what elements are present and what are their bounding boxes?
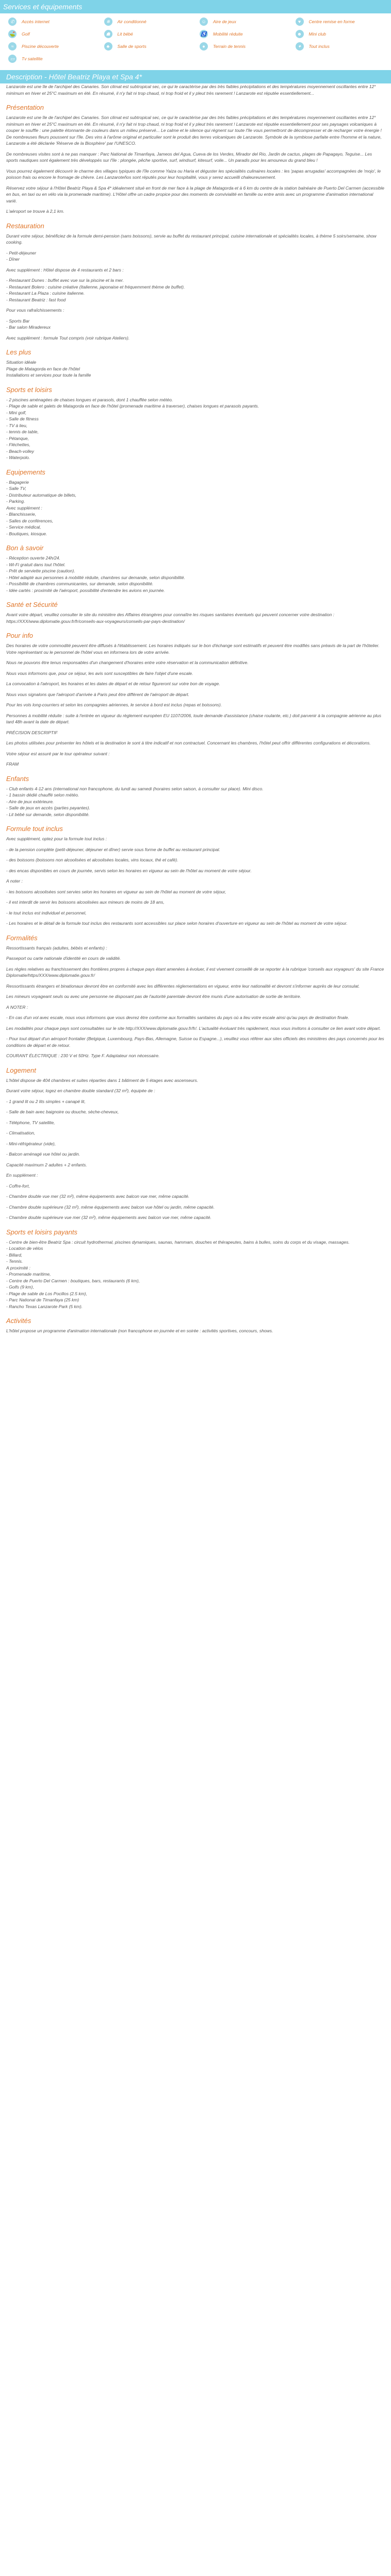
section-title-presentation: Présentation xyxy=(6,104,44,111)
logement-text: - Balcon aménagé vue hôtel ou jardin. xyxy=(6,1151,80,1157)
tout-text: - le tout inclus est individuel et personnel, xyxy=(6,910,87,916)
meal-list xyxy=(6,250,385,263)
bar-list xyxy=(6,318,385,331)
section-title-restauration: Restauration xyxy=(6,222,44,230)
list-item: - Bagagerie xyxy=(6,479,29,485)
formalites-text: - En cas d'un vol avec escale, nous vous informons que vous devrez être conforme aux formalités sanitaires du pays où a lieu votre escale ainsi qu'au pays de destination finale. xyxy=(6,1015,349,1020)
restaurant-list xyxy=(6,277,385,303)
bon-list xyxy=(6,555,385,594)
info-text: Pour les vols long-courriers et selon les compagnies aériennes, le service à bord est inclus (repas et boissons). xyxy=(6,702,222,707)
hotel-text: L'aéroport se trouve à 2,1 km. xyxy=(6,209,64,214)
amenity-label: Lit bébé xyxy=(117,31,133,37)
tout-text: A noter : xyxy=(6,878,23,884)
info-text: Votre séjour est assuré par le tour opérateur suivant : xyxy=(6,751,110,756)
restauration-text: Durant votre séjour, bénéficiez de la formule demi-pension (sans boissons), servie au buffet du restaurant principal, cuisine internationale et spécialités locales, à thème 5 soirs/semaine, show cooking. xyxy=(6,233,377,245)
list-item: - Plage de sable et galets de Matagorda en face de l'hôtel (promenade maritime à traverser), chaises longues et parasols payants. xyxy=(6,403,259,409)
logement-text: - Chambre double supérieure vue mer (32 m²), même équipements avec balcon vue mer, même capacité. xyxy=(6,1215,211,1220)
sports-list xyxy=(6,397,385,461)
info-text: Personnes à mobilité réduite : suite à l'entrée en vigueur du règlement européen EU 1107/2006, toute demande d'assistance (chaise roulante, etc.) doit parvenir à la compagnie aérienne au plus tard 48h avant la date de départ. xyxy=(6,713,381,724)
restauration-text: Avec supplément : formule Tout compris (voir rubrique Ateliers). xyxy=(6,335,130,341)
bike-icon: ♥ xyxy=(296,18,304,26)
section-title-activites: Activités xyxy=(6,1317,31,1325)
list-item: - Sports Bar xyxy=(6,318,30,324)
section-title-plus: Les plus xyxy=(6,348,31,356)
list-item: - Club enfants 4-12 ans (international non francophone, du lundi au samedi (horaires selon saison, à consulter sur place). Mini disco. xyxy=(6,786,264,791)
formalites-text: Les mineurs voyageant seuls ou avec une personne ne disposant pas de l'autorité parentale devront être munis d'une autorisation de sortie de territoire. xyxy=(6,994,301,999)
amenity-item xyxy=(196,42,291,50)
description-banner: Description - Hôtel Beatriz Playa et Spa 4* xyxy=(0,70,391,83)
list-item: - Petit-déjeuner xyxy=(6,250,37,256)
list-item: - Possibilité de chambres communicantes, sur demande, selon disponibilité. xyxy=(6,581,154,586)
presentation-text: De nombreuses visites sont à ne pas manquer : Parc National de Timanfaya, Jameos del Agua, Cueva de los Verdes, Mirador del Rio, Jardin de cactus, plages de Papagayo, Teguise... Les sports nautiques sont également très développés sur l'île : plongée, pêche sportive, surf, windsurf, kitesurf, voile... Un paradis pour les amoureux du grand bleu ! xyxy=(6,151,372,163)
golf-icon: ⛳ xyxy=(8,30,17,38)
logement-text: - Chambre double supérieure (32 m²), même équipements avec balcon vue hôtel ou jardin, même capacité. xyxy=(6,1204,215,1210)
amenity-label: Mobilité réduite xyxy=(213,31,243,37)
list-item: - Réception ouverte 24h/24. xyxy=(6,555,60,561)
list-item: - Restaurant Bolero : cuisine créative (Italienne, japonaise et fréquemment thème de buffet). xyxy=(6,284,185,290)
formalites-text: Ressortissants étrangers et binationaux devront être en conformité avec les différentes réglementations en vigueur, entre leur nationalité et devront s'informer auprès de leur consulat. xyxy=(6,983,360,989)
formalites-text: - Pour tout départ d'un aéroport frontalier (Belgique, Luxembourg, Pays-Bas, Allemagne, Suisse ou Espagne...), veuillez vous référer aux sites officiels des ministères des pays concernés pour les conditions de départ et de retour. xyxy=(6,1036,384,1048)
amenity-item xyxy=(100,18,196,26)
amenity-item xyxy=(291,30,387,38)
amenity-item xyxy=(196,18,291,26)
logement-text: - Coffre-fort, xyxy=(6,1183,30,1189)
tout-text: - des encas disponibles en cours de journée, servis selon les horaires en vigueur au sein de l'hôtel au moment de votre séjour. xyxy=(6,868,252,873)
list-item: - Service médical, xyxy=(6,524,41,530)
list-item: - Parking. xyxy=(6,499,25,504)
amenity-label: Aire de jeux xyxy=(213,19,236,24)
list-item: Situation idéale xyxy=(6,360,37,365)
section-title-equipements: Equipements xyxy=(6,468,45,476)
list-item: - Restaurant Beatriz : fast food xyxy=(6,297,66,302)
amenity-label: Air conditionné xyxy=(117,19,146,24)
list-item: - Hôtel adapté aux personnes à mobilité réduite, chambres sur demande, selon disponibilité. xyxy=(6,574,185,580)
amenity-label: Accès internet xyxy=(22,19,50,24)
list-item: - Dîner xyxy=(6,257,20,262)
list-item: - Location de vélos xyxy=(6,1246,43,1251)
list-item: - 1 bassin dédié chauffé selon météo. xyxy=(6,792,79,798)
logement-text: - 1 grand lit ou 2 lits simples + canapé lit, xyxy=(6,1098,86,1104)
list-item: - Fléchettes, xyxy=(6,442,30,447)
info-text: Nous ne pouvons être tenus responsables d'un changement d'horaires entre votre réservation et la communication définitive. xyxy=(6,660,249,665)
air-conditioning-icon: ❄ xyxy=(104,18,112,26)
amenity-label: Mini club xyxy=(308,31,327,37)
info-text: Nous vous signalons que l'aéroport d'arrivée à Paris peut être différent de l'aéroport de départ. xyxy=(6,691,189,697)
logement-text: - Climatisation, xyxy=(6,1130,36,1136)
section-title-sports-payants: Sports et loisirs payants xyxy=(6,1228,78,1236)
playground-icon: ☺ xyxy=(200,18,208,26)
amenity-item xyxy=(196,30,291,38)
list-item: - Billard, xyxy=(6,1252,23,1258)
list-item: - Lit bébé sur demande, selon disponibilité. xyxy=(6,811,90,817)
list-item: - Salle de jeux en accès (parties payantes). xyxy=(6,805,91,810)
amenity-item xyxy=(291,18,387,26)
amenity-item xyxy=(4,55,100,63)
amenity-label: Centre remise en forme xyxy=(308,19,355,24)
list-item: - Plage de sable de Los Pocillos (2.5 km), xyxy=(6,1291,87,1296)
list-item: - Salle TV, xyxy=(6,486,27,491)
info-text: La convocation à l'aéroport, les horaires et les dates de départ et de retour figureront sur votre bon de voyage. xyxy=(6,681,220,686)
tout-text: - des boissons (boissons non alcoolisées et alcoolisées locales, vins locaux, thé et café). xyxy=(6,857,178,862)
tout-text: - Les horaires et le détail de la formule tout inclus des restaurants sont accessibles sur place selon horaires d'ouverture en vigueur au sein de l'hôtel au moment de votre séjour. xyxy=(6,921,348,926)
bed-icon: ☗ xyxy=(104,30,112,38)
logement-text: En supplément : xyxy=(6,1173,38,1178)
formalites-text: Les modalités pour chaque pays sont consultables sur le site http://XXX/www.diplomatie.gouv.fr/fr/. L'actualité évoluant très rapidement, nous vous invitons à consulter ce lien avant votre départ. xyxy=(6,1025,381,1031)
info-text: FRAM xyxy=(6,761,19,767)
list-item: - Tennis. xyxy=(6,1259,23,1264)
list-item: - Waterpolo. xyxy=(6,455,30,460)
presentation-text: Vous pourrez également découvrir le charme des villages typiques de l'île comme Yaiza ou Haria et déguster les spécialités culinaires locales : les 'papas arrugadas' accompagnées de 'mojo', le poisson frais ou encore le fromage de chèvre. Les Lanzaroteños sont réputés pour leur hospitalité, vous y serez accueilli chaleureusement. xyxy=(6,168,381,180)
list-item: - Mini golf, xyxy=(6,410,27,415)
restauration-text: Avec supplément : Hôtel dispose de 4 restaurants et 2 bars : xyxy=(6,267,124,273)
list-item: - Restaurant Dunes : buffet avec vue sur la piscine et la mer. xyxy=(6,278,124,283)
logement-text: Durant votre séjour, logez en chambre double standard (32 m²), équipée de : xyxy=(6,1088,155,1093)
section-title-enfants: Enfants xyxy=(6,774,29,783)
info-text: Les photos utilisées pour présenter les hôtels et la destination le sont à titre indicatif et non contractuel. Concernant les chambres, l'hôtel peut offrir différentes configurations et décorations. xyxy=(6,740,371,745)
section-title-tout-inclus: Formule tout inclus xyxy=(6,825,63,833)
list-item: - Prêt de serviette piscine (caution). xyxy=(6,568,75,573)
services-banner: Services et équipements xyxy=(0,0,391,13)
amenity-label: Terrain de tennis xyxy=(213,44,246,49)
intro-text: Lanzarote est une île de l'archipel des Canaries. Son climat est subtropical sec, ce qui le caractérise par des très faibles précipitations et des températures moyennement oscillantes entre 12° minimum en hiver et 25°C maximum en été. En résumé, il n'y fait ni trop chaud, ni trop froid et il y pleut très rarement ! Lanzarote est réputée essentiellement... xyxy=(6,84,376,96)
section-title-info: Pour info xyxy=(6,632,34,639)
activites-text: L'hôtel propose un programme d'animation internationale (non francophone en journée et en soirée : activités sportives, concours, shows. xyxy=(6,1328,273,1333)
list-item: - Wi-Fi gratuit dans tout l'hôtel. xyxy=(6,562,66,567)
tv-icon: ▭ xyxy=(8,55,17,63)
list-item: - 2 piscines aménagées de chaises longues et parasols, dont 1 chauffée selon météo. xyxy=(6,397,173,402)
list-item: Installations et services pour toute la famille xyxy=(6,372,91,378)
list-item: - Restaurant La Plaza : cuisine italienne. xyxy=(6,291,85,296)
tout-text: - il est interdit de servir les boissons alcoolisées aux mineurs de moins de 18 ans, xyxy=(6,900,165,905)
list-item: - Idée cartés : proximité de l'aéroport, possibilité d'entendre les avions en journée. xyxy=(6,587,165,593)
restaurant-icon: ✦ xyxy=(296,42,304,50)
amenity-label: Tv satellite xyxy=(22,56,43,61)
logement-text: Capacité maximum 2 adultes + 2 enfants. xyxy=(6,1162,87,1167)
description-content xyxy=(0,83,391,1349)
list-item: A proximité : xyxy=(6,1265,30,1270)
section-title-sports: Sports et loisirs xyxy=(6,385,52,394)
formalites-text: Passeport ou carte nationale d'identité en cours de validité. xyxy=(6,956,121,961)
tennis-icon: ● xyxy=(200,42,208,50)
sports-room-icon: ♣ xyxy=(104,42,112,50)
restauration-text: Pour vous rafraîchissements : xyxy=(6,308,64,313)
amenity-item xyxy=(4,18,100,26)
amenity-item xyxy=(100,30,196,38)
sante-text: Avant votre départ, veuillez consulter le site du ministère des Affaires étrangères pour connaître les risques sanitaires éventuels qui peuvent concerner votre destination : https://XXX/www.diplomatie.gouv.fr/fr/conseils-aux-voyageurs/conseils-par-pays-destination/ xyxy=(6,612,334,624)
equipements-list xyxy=(6,479,385,537)
plus-list xyxy=(6,359,385,379)
presentation-text: Lanzarote est une île de l'archipel des Canaries. Son climat est subtropical sec, ce qui le caractérise par des très faibles précipitations et des températures moyennement oscillantes entre 12° minimum en hiver et 25°C maximum en été. En résumé, il n'y fait ni trop chaud, ni trop froid et il y pleut très rarement ! Lanzarote est réputée essentiellement pour ses paysages volcaniques à couper le souffle : une palette étonnante de couleurs dans un milieu préservé... Le calme et le silence qui règnent sur toute l'île vous permettront de décompresser et de recharger votre énergie ! De nombreuses fleurs poussent sur l'île. Des vins à l'arôme original et particulier sont le produit des terres volcaniques de Lanzarote. Symbole de la symbiose parfaite entre l'homme et la nature, Lanzarote a été déclarée 'Réserve de la Biosphère' par l'UNESCO. xyxy=(6,115,382,146)
formalites-text: COURANT ÉLECTRIQUE : 230 V et 50Hz. Type F. Adaptateur non nécessaire. xyxy=(6,1053,160,1058)
amenity-item xyxy=(4,42,100,50)
payants-list xyxy=(6,1239,385,1310)
list-item: - Pétanque, xyxy=(6,435,29,441)
logement-text: - Téléphone, TV satellite, xyxy=(6,1120,55,1125)
tout-text: - les boissons alcoolisées sont servies selon les horaires en vigueur au sein de l'hôtel au moment de votre séjour, xyxy=(6,889,226,894)
section-title-formalites: Formalités xyxy=(6,934,38,942)
list-item: - Beach-volley xyxy=(6,448,34,454)
amenity-item xyxy=(4,30,100,38)
list-item: - TV à lieu, xyxy=(6,422,28,428)
list-item: Plage de Matagorda en face de l'hôtel xyxy=(6,366,80,371)
section-title-logement: Logement xyxy=(6,1066,36,1074)
wifi-icon: ✆ xyxy=(8,18,17,26)
section-title-sante: Santé et Sécurité xyxy=(6,601,58,608)
logement-text: - Chambre double vue mer (32 m²), même équipements avec balcon vue mer, même capacité. xyxy=(6,1194,190,1199)
formalites-text: Ressortissants français (adultes, bébés et enfants) : xyxy=(6,945,107,951)
amenity-item xyxy=(291,42,387,50)
section-title-bon-a-savoir: Bon à savoir xyxy=(6,544,44,552)
list-item: - Salles de conférences, xyxy=(6,518,54,523)
list-item: - Centre de Puerto Del Carmen : boutiques, bars, restaurants (6 km), xyxy=(6,1278,140,1283)
info-text: Des horaires de votre commodité peuvent être diffusés à l'établissement. Les horaires indiqués sur le bon d'échange sont estimatifs et peuvent être modifiés sans préavis de la part de l'hôtelier. Votre représentant ou le personnel de l'hôtel vous en informera lors de votre arrivée. xyxy=(6,643,380,655)
list-item: - Boutiques, kiosque. xyxy=(6,531,47,536)
wheelchair-icon: ♿ xyxy=(200,30,208,38)
list-item: - Golfs (9 km), xyxy=(6,1284,34,1290)
list-item: Avec supplément : xyxy=(6,505,42,511)
hotel-text: Réservez votre séjour à l'Hôtel Beatriz Playa & Spa 4* idéalement situé en front de mer face à la plage de Matagorda et à 6 km du centre de la station balnéaire de Puerto Del Carmen (accessible en bus, en taxi ou en vélo via la promenade maritime). L'Hôtel offre un cadre propice pour des moments de convivialité en famille ou entre amis avec un programme d'animation international varié. xyxy=(6,185,385,204)
list-item: - Centre de bien-être Beatriz Spa : circuit hydrothermal, piscines dynamiques, saunas, hammam, douches et thérapeutes, bains à bulles, soins du corps et du visage, massages. xyxy=(6,1239,350,1245)
list-item: - Blanchisserie, xyxy=(6,512,37,517)
list-item: - Rancho Texas Lanzarote Park (5 km). xyxy=(6,1303,83,1309)
formalites-text: Les règles relatives au franchissement des frontières propres à chaque pays étant amenées à évoluer, il est vivement conseillé de se reporter à la rubrique 'conseils aux voyageurs' du site France Diplomatie/https/XXX/www.diplomatie.gouv.fr/ xyxy=(6,966,384,978)
logement-text: - Salle de bain avec baignoire ou douche, sèche-cheveux, xyxy=(6,1109,119,1114)
amenity-label: Salle de sports xyxy=(117,44,146,49)
tout-text: Avec supplément, optez pour la formule tout inclus : xyxy=(6,836,107,841)
amenities-grid xyxy=(0,13,391,68)
list-item: - Promenade maritime, xyxy=(6,1272,51,1277)
info-text: PRÉCISION DESCRIPTIF xyxy=(6,730,58,735)
list-item: - Distributeur automatique de billets, xyxy=(6,492,77,498)
list-item: - Salle de fitness xyxy=(6,416,39,421)
pool-icon: ≈ xyxy=(8,42,17,50)
tout-text: - de la pension complète (petit-déjeuner, déjeuner et dîner) servie sous forme de buffet au restaurant principal. xyxy=(6,846,220,852)
list-item: - Parc National de Timanfaya (25 km) xyxy=(6,1297,79,1302)
amenity-item xyxy=(100,42,196,50)
list-item: - Bar salon Miradereux xyxy=(6,325,51,330)
amenity-label: Tout inclus xyxy=(308,44,330,49)
formalites-text: A NOTER : xyxy=(6,1004,28,1010)
logement-text: - Mini-réfrigérateur (vide), xyxy=(6,1141,56,1146)
list-item: - tennis de table, xyxy=(6,429,39,434)
enfants-list xyxy=(6,786,385,818)
logement-text: L'hôtel dispose de 404 chambres et suites réparties dans 1 bâtiment de 5 étages avec ascenseurs. xyxy=(6,1077,199,1083)
amenity-label: Golf xyxy=(22,31,30,37)
minibar-icon: ☻ xyxy=(296,30,304,38)
list-item: - Aire de jeux extérieure. xyxy=(6,799,54,804)
info-text: Nous vous informons que, pour ce séjour, les avis sont susceptibles de faire l'objet d'une escale. xyxy=(6,670,193,676)
amenity-label: Piscine découverte xyxy=(22,44,59,49)
